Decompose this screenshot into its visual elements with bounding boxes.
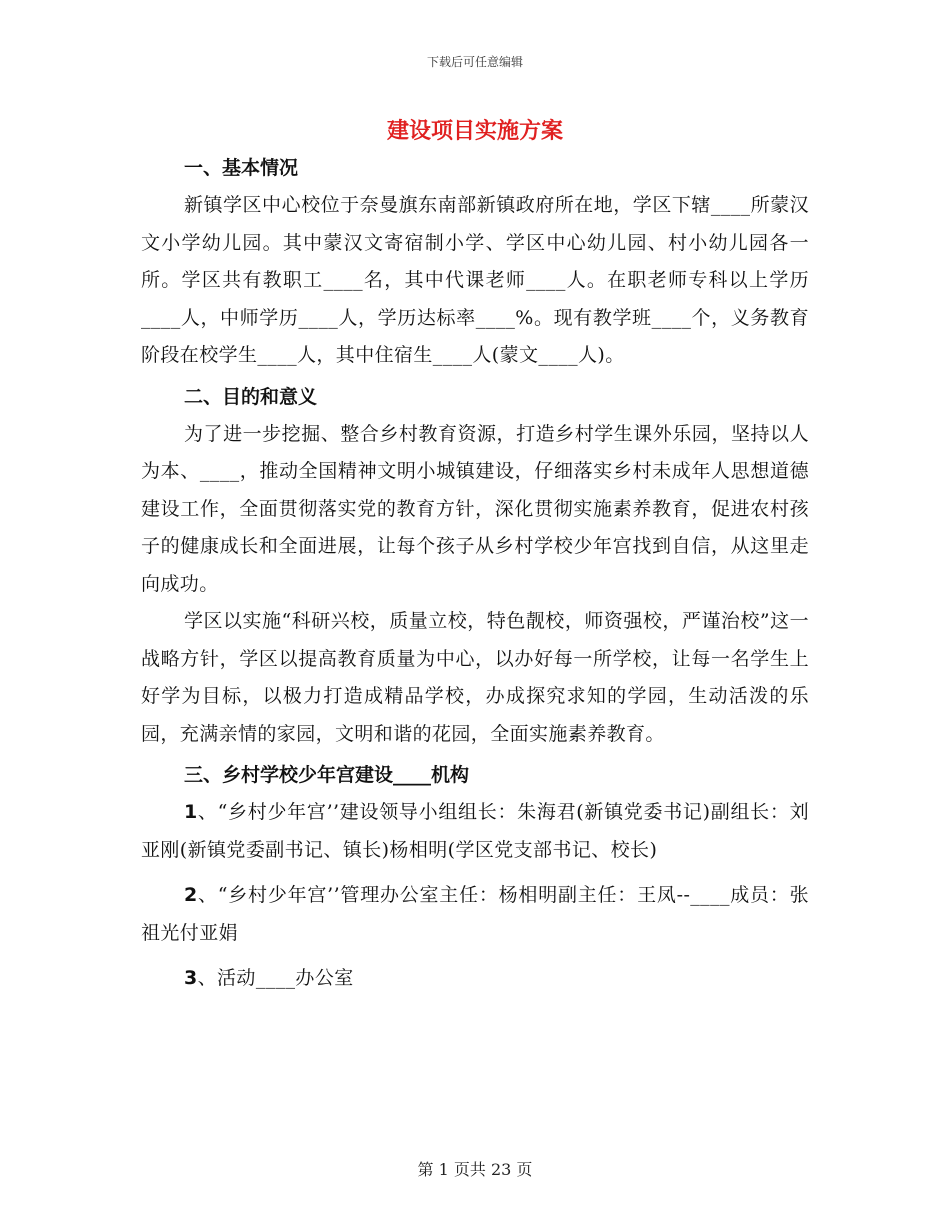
list-item-management-office xyxy=(141,877,809,952)
document-title: 建设项目实施方案 xyxy=(386,119,563,144)
section-heading-basic-info: 一、基本情况 xyxy=(184,157,299,179)
section-heading-organization: 三、乡村学校少年宫建设____机构 xyxy=(184,764,470,786)
page-header-note: 下载后可任意编辑 xyxy=(426,55,523,69)
list-item-number: 2 xyxy=(184,884,198,906)
list-item-number: 1 xyxy=(184,801,198,823)
list-item-leadership-group xyxy=(141,794,809,869)
list-item-text: 、活动____办公室 xyxy=(197,967,354,989)
list-item-text: 、“乡村少年宫’’建设领导小组组长：朱海君(新镇党委书记)副组长：刘亚刚(新镇党委副书记、镇长)杨相明(学区党支部书记、校长) xyxy=(141,801,809,861)
page-footer-page-number: 第 1 页共 23 页 xyxy=(417,1160,533,1179)
paragraph-purpose-2: 学区以实施“科研兴校，质量立校，特色靓校，师资强校，严谨治校”这一战略方针，学区以提高教育质量为中心，以办好每一所学校，让每一名学生上好学为目标，以极力打造成精品学校，办成探究求知的学园，生动活泼的乐园，充满亲情的家园，文明和谐的花园，全面实施素养教育。 xyxy=(141,610,809,745)
list-item-text: 、“乡村少年宫’’管理办公室主任：杨相明副主任：王凤--____成员：张祖光付亚娟 xyxy=(141,884,809,944)
list-item-number: 3 xyxy=(184,967,198,989)
list-item-activity-office xyxy=(141,960,809,998)
paragraph-basic-info: 新镇学区中心校位于奈曼旗东南部新镇政府所在地，学区下辖____所蒙汉文小学幼儿园。其中蒙汉文寄宿制小学、学区中心幼儿园、村小幼儿园各一所。学区共有教职工____名，其中代课老师____人。在职老师专科以上学历____人，中师学历____人，学历达标率____%。现有教学班____个，义务教育阶段在校学生____人，其中住宿生____人(蒙文____人)。 xyxy=(141,194,809,366)
document-body xyxy=(141,150,809,998)
paragraph-purpose-1: 为了进一步挖掘、整合乡村教育资源，打造乡村学生课外乐园，坚持以人为本、____，推动全国精神文明小城镇建设，仔细落实乡村未成年人思想道德建设工作，全面贯彻落实党的教育方针，深化贯彻实施素养教育，促进农村孩子的健康成长和全面进展，让每个孩子从乡村学校少年宫找到自信，从这里走向成功。 xyxy=(141,422,809,595)
section-heading-purpose: 二、目的和意义 xyxy=(184,385,318,408)
